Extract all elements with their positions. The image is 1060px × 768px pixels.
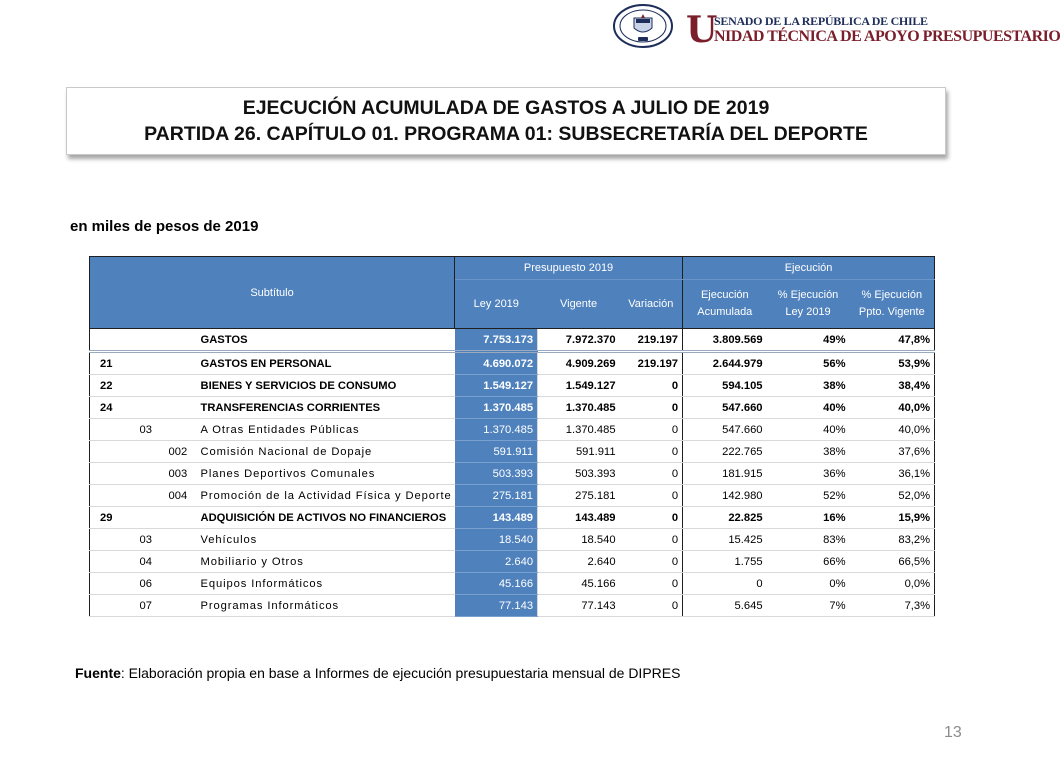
cell-pct-vigente: 37,6% bbox=[850, 441, 935, 463]
cell-ley-2019: 2.640 bbox=[455, 551, 538, 573]
cell-pct-ley: 40% bbox=[767, 397, 850, 419]
cell-codigo bbox=[90, 595, 136, 617]
logo-unit-text: NIDAD TÉCNICA DE APOYO PRESUPUESTARIO bbox=[714, 28, 1060, 45]
header-pct-ley-l1: % Ejecución bbox=[777, 289, 839, 301]
cell-descripcion: GASTOS EN PERSONAL bbox=[197, 352, 455, 375]
cell-item bbox=[165, 329, 197, 352]
table-row bbox=[90, 529, 935, 551]
table-row bbox=[90, 573, 935, 595]
cell-variacion: 0 bbox=[620, 463, 683, 485]
cell-item bbox=[165, 529, 197, 551]
table-row bbox=[90, 397, 935, 419]
cell-ejecucion-acumulada: 5.645 bbox=[683, 595, 767, 617]
cell-ejecucion-acumulada: 222.765 bbox=[683, 441, 767, 463]
cell-variacion: 0 bbox=[620, 441, 683, 463]
table-row bbox=[90, 352, 935, 375]
cell-descripcion: Equipos Informáticos bbox=[197, 573, 455, 595]
cell-vigente: 77.143 bbox=[538, 595, 620, 617]
cell-descripcion: Vehículos bbox=[197, 529, 455, 551]
cell-pct-vigente: 40,0% bbox=[850, 397, 935, 419]
cell-pct-vigente: 0,0% bbox=[850, 573, 935, 595]
cell-codigo bbox=[90, 485, 136, 507]
cell-ejecucion-acumulada: 181.915 bbox=[683, 463, 767, 485]
cell-pct-vigente: 47,8% bbox=[850, 329, 935, 352]
header-pct-vigente bbox=[850, 280, 935, 329]
table-row bbox=[90, 419, 935, 441]
cell-pct-vigente: 53,9% bbox=[850, 352, 935, 375]
cell-descripcion: GASTOS bbox=[197, 329, 455, 352]
cell-asignacion bbox=[136, 485, 165, 507]
cell-codigo: 22 bbox=[90, 375, 136, 397]
senate-seal-logo bbox=[612, 4, 674, 48]
cell-ley-2019: 1.370.485 bbox=[455, 419, 538, 441]
cell-pct-vigente: 52,0% bbox=[850, 485, 935, 507]
table-row bbox=[90, 463, 935, 485]
cell-pct-ley: 56% bbox=[767, 352, 850, 375]
cell-item bbox=[165, 397, 197, 419]
cell-asignacion bbox=[136, 397, 165, 419]
cell-variacion: 0 bbox=[620, 573, 683, 595]
cell-pct-ley: 0% bbox=[767, 573, 850, 595]
cell-pct-vigente: 7,3% bbox=[850, 595, 935, 617]
cell-ley-2019: 591.911 bbox=[455, 441, 538, 463]
budget-table bbox=[89, 256, 935, 617]
cell-variacion: 0 bbox=[620, 397, 683, 419]
table-row bbox=[90, 595, 935, 617]
cell-variacion: 0 bbox=[620, 375, 683, 397]
cell-item: 003 bbox=[165, 463, 197, 485]
cell-vigente: 275.181 bbox=[538, 485, 620, 507]
cell-pct-ley: 36% bbox=[767, 463, 850, 485]
header-ley: Ley 2019 bbox=[455, 280, 538, 329]
cell-item bbox=[165, 573, 197, 595]
table-row bbox=[90, 375, 935, 397]
cell-codigo: 29 bbox=[90, 507, 136, 529]
cell-ley-2019: 143.489 bbox=[455, 507, 538, 529]
cell-vigente: 1.370.485 bbox=[538, 397, 620, 419]
cell-ejecucion-acumulada: 594.105 bbox=[683, 375, 767, 397]
units-label: en miles de pesos de 2019 bbox=[70, 218, 259, 235]
cell-codigo bbox=[90, 529, 136, 551]
cell-codigo bbox=[90, 419, 136, 441]
cell-ley-2019: 7.753.173 bbox=[455, 329, 538, 352]
cell-pct-ley: 49% bbox=[767, 329, 850, 352]
cell-descripcion: Promoción de la Actividad Física y Deporte bbox=[197, 485, 455, 507]
cell-asignacion: 07 bbox=[136, 595, 165, 617]
cell-asignacion: 03 bbox=[136, 419, 165, 441]
cell-ejecucion-acumulada: 1.755 bbox=[683, 551, 767, 573]
cell-descripcion: Mobiliario y Otros bbox=[197, 551, 455, 573]
cell-codigo bbox=[90, 463, 136, 485]
cell-ley-2019: 1.549.127 bbox=[455, 375, 538, 397]
cell-vigente: 1.370.485 bbox=[538, 419, 620, 441]
cell-ley-2019: 503.393 bbox=[455, 463, 538, 485]
cell-asignacion bbox=[136, 463, 165, 485]
page-number: 13 bbox=[944, 724, 962, 741]
header-pct-vigente-l2: Ppto. Vigente bbox=[858, 306, 925, 318]
table-row bbox=[90, 441, 935, 463]
cell-codigo: 24 bbox=[90, 397, 136, 419]
cell-ejecucion-acumulada: 0 bbox=[683, 573, 767, 595]
header-variacion: Variación bbox=[620, 280, 683, 329]
cell-item: 004 bbox=[165, 485, 197, 507]
source-text: : Elaboración propia en base a Informes de ejecución presupuestaria mensual de DIPRES bbox=[120, 665, 681, 681]
cell-codigo bbox=[90, 573, 136, 595]
logo-initial: U bbox=[686, 9, 718, 51]
cell-pct-ley: 38% bbox=[767, 375, 850, 397]
cell-variacion: 0 bbox=[620, 595, 683, 617]
logo-senate-text: SENADO DE LA REPÚBLICA DE CHILE bbox=[714, 14, 928, 28]
cell-variacion: 0 bbox=[620, 419, 683, 441]
cell-variacion: 219.197 bbox=[620, 352, 683, 375]
cell-ley-2019: 77.143 bbox=[455, 595, 538, 617]
cell-ley-2019: 18.540 bbox=[455, 529, 538, 551]
header-ejecucion-acumulada bbox=[683, 280, 767, 329]
cell-ejecucion-acumulada: 22.825 bbox=[683, 507, 767, 529]
cell-item bbox=[165, 419, 197, 441]
cell-asignacion: 03 bbox=[136, 529, 165, 551]
cell-codigo bbox=[90, 441, 136, 463]
cell-codigo bbox=[90, 329, 136, 352]
header-pct-ley bbox=[767, 280, 850, 329]
utap-logo bbox=[686, 9, 1060, 51]
cell-vigente: 18.540 bbox=[538, 529, 620, 551]
source-label: Fuente bbox=[75, 665, 121, 681]
table-row bbox=[90, 329, 935, 352]
title-line-2: PARTIDA 26. CAPÍTULO 01. PROGRAMA 01: SUBSECRETARÍA DEL DEPORTE bbox=[144, 123, 868, 145]
cell-variacion: 0 bbox=[620, 507, 683, 529]
source-note bbox=[75, 665, 680, 681]
cell-pct-vigente: 15,9% bbox=[850, 507, 935, 529]
cell-pct-ley: 40% bbox=[767, 419, 850, 441]
cell-variacion: 219.197 bbox=[620, 329, 683, 352]
cell-item: 002 bbox=[165, 441, 197, 463]
cell-vigente: 4.909.269 bbox=[538, 352, 620, 375]
cell-asignacion bbox=[136, 507, 165, 529]
table-row bbox=[90, 507, 935, 529]
cell-pct-ley: 38% bbox=[767, 441, 850, 463]
cell-pct-vigente: 83,2% bbox=[850, 529, 935, 551]
header-ejecucion: Ejecución bbox=[683, 257, 935, 280]
cell-asignacion bbox=[136, 441, 165, 463]
cell-item bbox=[165, 595, 197, 617]
cell-asignacion bbox=[136, 329, 165, 352]
title-line-1: EJECUCIÓN ACUMULADA DE GASTOS A JULIO DE 2019 bbox=[242, 97, 770, 119]
header-vigente: Vigente bbox=[538, 280, 620, 329]
cell-vigente: 143.489 bbox=[538, 507, 620, 529]
title-box bbox=[66, 87, 946, 155]
cell-ejecucion-acumulada: 142.980 bbox=[683, 485, 767, 507]
cell-descripcion: TRANSFERENCIAS CORRIENTES bbox=[197, 397, 455, 419]
header-ejecucion-acumulada-l1: Ejecución bbox=[700, 289, 749, 301]
cell-vigente: 1.549.127 bbox=[538, 375, 620, 397]
cell-pct-ley: 66% bbox=[767, 551, 850, 573]
header-presupuesto: Presupuesto 2019 bbox=[455, 257, 683, 280]
cell-ley-2019: 1.370.485 bbox=[455, 397, 538, 419]
cell-pct-ley: 83% bbox=[767, 529, 850, 551]
cell-codigo: 21 bbox=[90, 352, 136, 375]
cell-vigente: 7.972.370 bbox=[538, 329, 620, 352]
cell-codigo bbox=[90, 551, 136, 573]
cell-asignacion: 04 bbox=[136, 551, 165, 573]
cell-ejecucion-acumulada: 547.660 bbox=[683, 419, 767, 441]
cell-pct-vigente: 38,4% bbox=[850, 375, 935, 397]
cell-pct-ley: 16% bbox=[767, 507, 850, 529]
cell-vigente: 591.911 bbox=[538, 441, 620, 463]
cell-item bbox=[165, 551, 197, 573]
cell-asignacion bbox=[136, 375, 165, 397]
cell-item bbox=[165, 375, 197, 397]
cell-descripcion: ADQUISICIÓN DE ACTIVOS NO FINANCIEROS bbox=[197, 507, 455, 529]
table-body bbox=[90, 329, 935, 617]
cell-pct-vigente: 36,1% bbox=[850, 463, 935, 485]
cell-ley-2019: 4.690.072 bbox=[455, 352, 538, 375]
header-pct-vigente-l1: % Ejecución bbox=[861, 289, 923, 301]
cell-vigente: 503.393 bbox=[538, 463, 620, 485]
budget-table-wrapper bbox=[89, 256, 934, 617]
table-row bbox=[90, 485, 935, 507]
cell-ley-2019: 275.181 bbox=[455, 485, 538, 507]
cell-item bbox=[165, 507, 197, 529]
cell-asignacion: 06 bbox=[136, 573, 165, 595]
cell-item bbox=[165, 352, 197, 375]
cell-descripcion: Planes Deportivos Comunales bbox=[197, 463, 455, 485]
cell-pct-vigente: 40,0% bbox=[850, 419, 935, 441]
cell-vigente: 45.166 bbox=[538, 573, 620, 595]
header-pct-ley-l2: Ley 2019 bbox=[785, 306, 831, 318]
cell-variacion: 0 bbox=[620, 551, 683, 573]
cell-ejecucion-acumulada: 547.660 bbox=[683, 397, 767, 419]
cell-ley-2019: 45.166 bbox=[455, 573, 538, 595]
table-row bbox=[90, 551, 935, 573]
header-ejecucion-acumulada-l2: Acumulada bbox=[697, 306, 753, 318]
cell-ejecucion-acumulada: 2.644.979 bbox=[683, 352, 767, 375]
cell-pct-vigente: 66,5% bbox=[850, 551, 935, 573]
cell-descripcion: A Otras Entidades Públicas bbox=[197, 419, 455, 441]
cell-descripcion: Programas Informáticos bbox=[197, 595, 455, 617]
cell-vigente: 2.640 bbox=[538, 551, 620, 573]
cell-variacion: 0 bbox=[620, 529, 683, 551]
header-subtitulo: Subtítulo bbox=[90, 257, 455, 329]
cell-variacion: 0 bbox=[620, 485, 683, 507]
cell-pct-ley: 52% bbox=[767, 485, 850, 507]
cell-descripcion: Comisión Nacional de Dopaje bbox=[197, 441, 455, 463]
cell-pct-ley: 7% bbox=[767, 595, 850, 617]
cell-ejecucion-acumulada: 15.425 bbox=[683, 529, 767, 551]
cell-asignacion bbox=[136, 352, 165, 375]
cell-descripcion: BIENES Y SERVICIOS DE CONSUMO bbox=[197, 375, 455, 397]
cell-ejecucion-acumulada: 3.809.569 bbox=[683, 329, 767, 352]
